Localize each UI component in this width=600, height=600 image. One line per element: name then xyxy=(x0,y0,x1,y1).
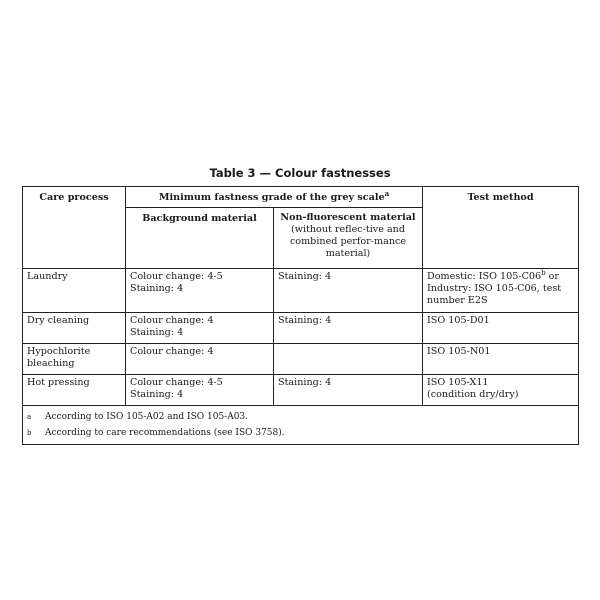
cell-background xyxy=(126,313,274,344)
footnote-mark: b xyxy=(27,429,32,437)
cell-line: Colour change: 4 xyxy=(130,315,214,326)
footnote-row xyxy=(23,425,579,445)
header-nonfluorescent xyxy=(274,208,423,269)
table-title: Table 3 — Colour fastnesses xyxy=(209,166,391,180)
footnote-text: According to ISO 105-A02 and ISO 105-A03. xyxy=(45,412,249,422)
cell-line: Colour change: 4-5 xyxy=(130,271,223,282)
cell-process: Laundry xyxy=(23,269,126,313)
cell-nonfluorescent: Staining: 4 xyxy=(274,269,423,313)
cell-line: Staining: 4 xyxy=(130,389,184,400)
footnote-ref-a: a xyxy=(384,188,390,198)
footnote-ref-b: b xyxy=(541,268,546,277)
header-test-method: Test method xyxy=(423,187,579,269)
cell-background xyxy=(126,269,274,313)
header-nonfluorescent-note: (without reflec-tive and combined perfor-mance material) xyxy=(289,224,407,259)
cell-background xyxy=(126,375,274,406)
table-row xyxy=(23,344,579,375)
cell-process: Hot pressing xyxy=(23,375,126,406)
test-text: Domestic: ISO 105-C06 xyxy=(427,271,542,282)
header-min-grade xyxy=(126,187,423,208)
test-text: or Industry: ISO 105-C06, test number E2S xyxy=(427,271,562,306)
footnote-b xyxy=(23,425,579,445)
cell-background xyxy=(126,344,274,375)
header-nonfluorescent-bold: Non-fluorescent material xyxy=(280,212,416,223)
table-row xyxy=(23,313,579,344)
cell-line: Colour change: 4-5 xyxy=(130,377,223,388)
cell-line: ISO 105-X11 xyxy=(427,377,489,388)
cell-line: Staining: 4 xyxy=(130,327,184,338)
header-care-process: Care process xyxy=(23,187,126,269)
cell-process: Dry cleaning xyxy=(23,313,126,344)
footnote-row xyxy=(23,406,579,426)
table-row xyxy=(23,375,579,406)
footnote-mark: a xyxy=(27,413,32,421)
header-background-material: Background material xyxy=(126,208,274,269)
cell-nonfluorescent: Staining: 4 xyxy=(274,375,423,406)
colour-fastness-table xyxy=(22,186,579,445)
cell-test-method: ISO 105-D01 xyxy=(423,313,579,344)
footnote-text: According to care recommendations (see ISO 3758). xyxy=(45,428,285,438)
cell-line: (condition dry/dry) xyxy=(427,389,519,400)
cell-test-method xyxy=(423,375,579,406)
cell-line: Colour change: 4 xyxy=(130,346,214,357)
cell-process: Hypochlorite bleaching xyxy=(23,344,126,375)
cell-nonfluorescent xyxy=(274,344,423,375)
footnote-a xyxy=(23,406,579,426)
cell-line: Staining: 4 xyxy=(130,283,184,294)
table-row xyxy=(23,269,579,313)
cell-nonfluorescent: Staining: 4 xyxy=(274,313,423,344)
cell-test-method: ISO 105-N01 xyxy=(423,344,579,375)
header-row-1 xyxy=(23,187,579,208)
cell-test-method xyxy=(423,269,579,313)
header-min-grade-text: Minimum fastness grade of the grey scale xyxy=(158,192,385,203)
